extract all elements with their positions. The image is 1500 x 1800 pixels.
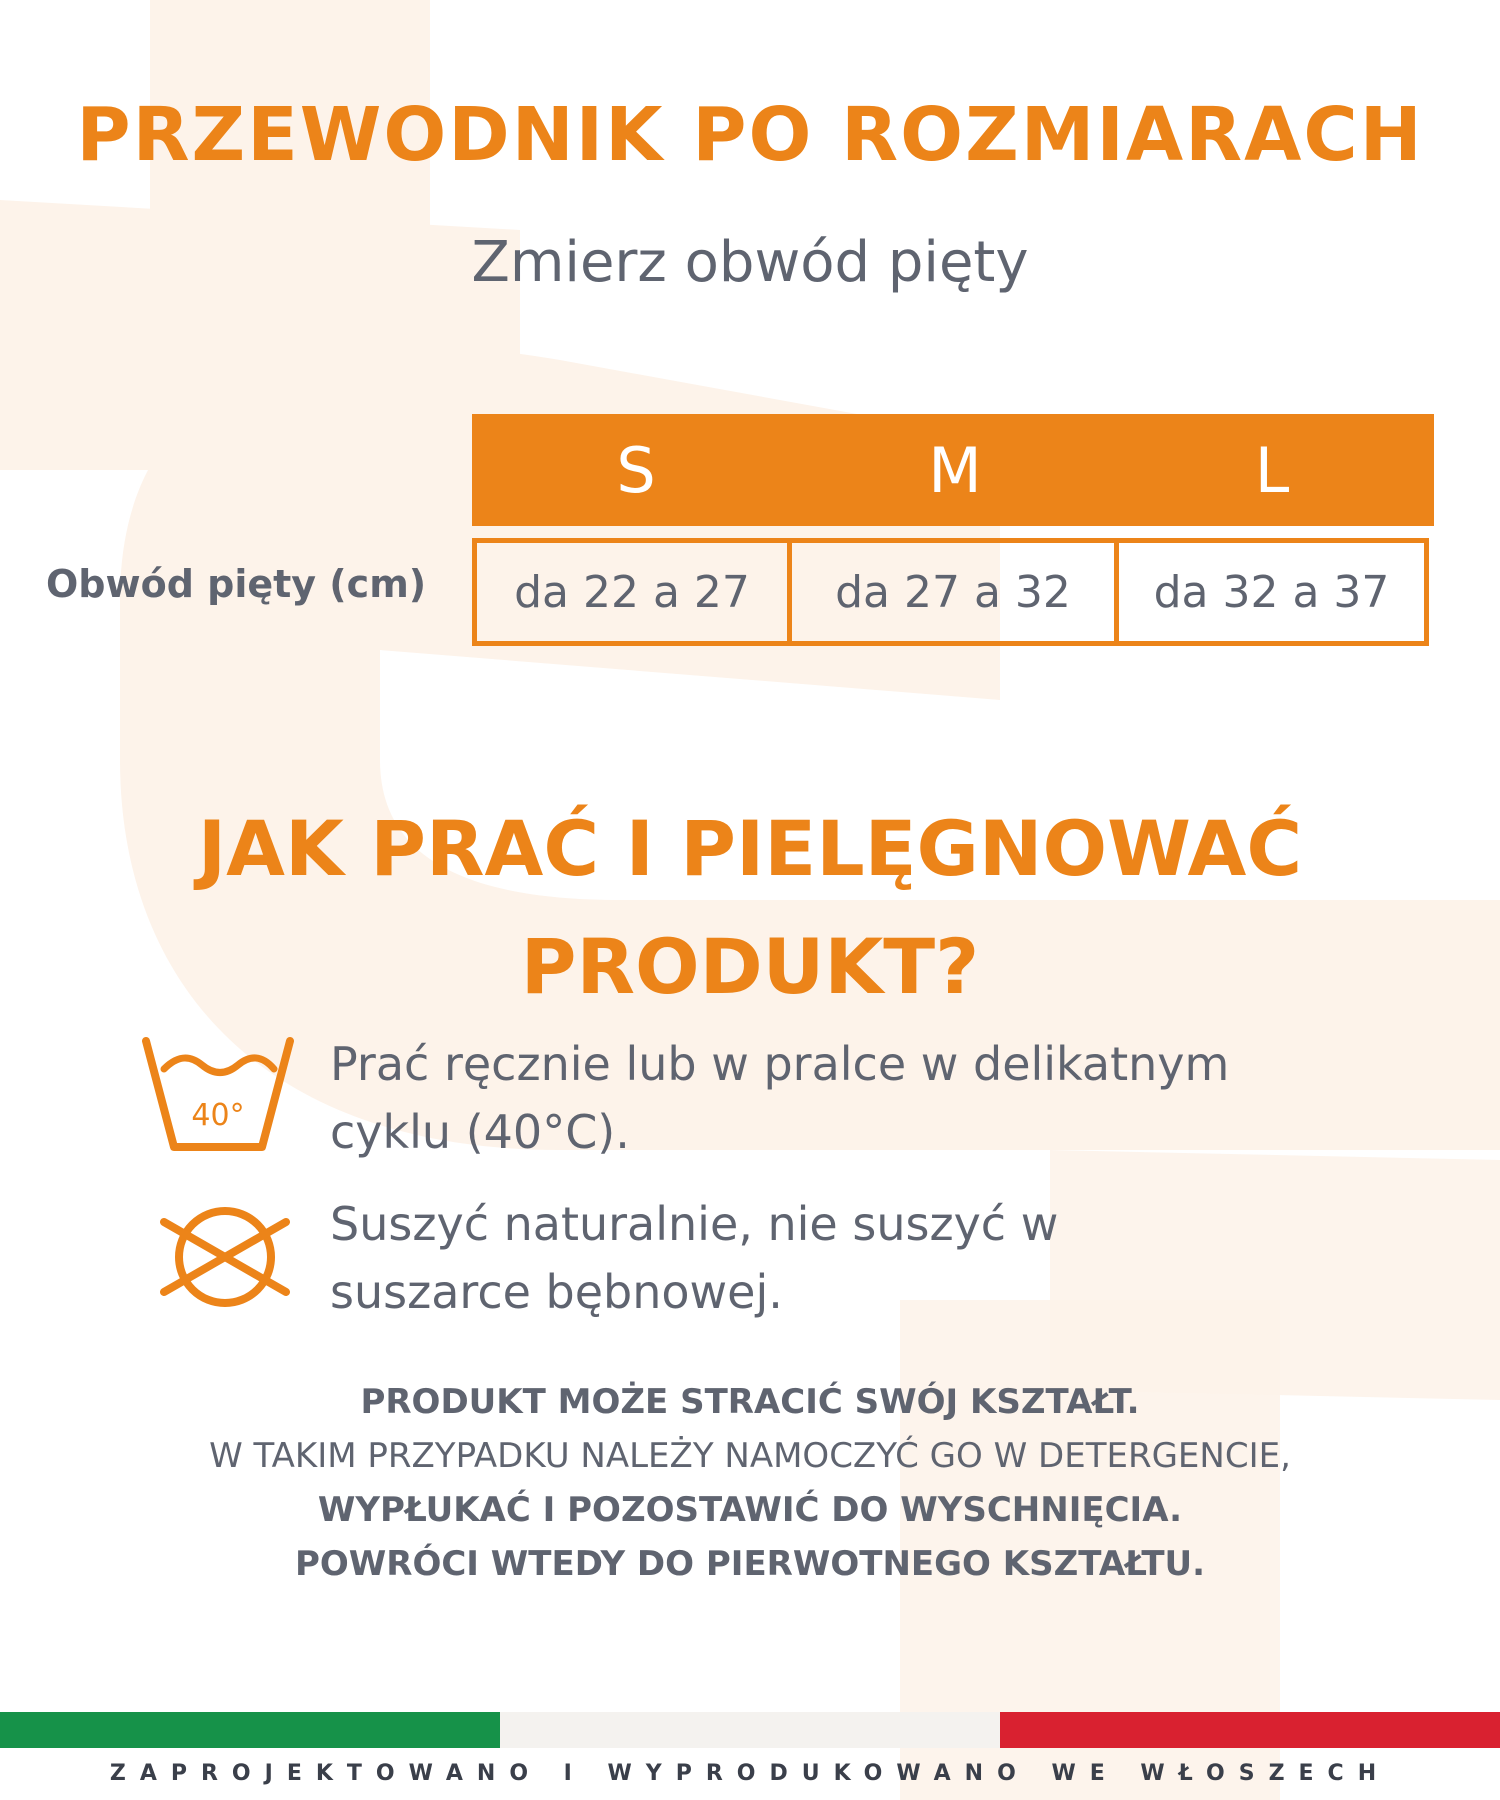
- care-text-dry-line2: suszarce bębnowej.: [330, 1265, 783, 1319]
- note-line1: PRODUKT MOŻE STRACIĆ SWÓJ KSZTAŁT.: [360, 1382, 1140, 1422]
- size-header-s: S: [616, 433, 656, 507]
- care-text-wash-line1: Prać ręcznie lub w pralce w delikatnym: [330, 1037, 1230, 1091]
- note-line4: POWRÓCI WTEDY DO PIERWOTNEGO KSZTAŁTU.: [294, 1544, 1206, 1584]
- size-table-header: [472, 414, 1434, 526]
- page-subtitle: Zmierz obwód pięty: [471, 230, 1029, 295]
- care-notes: [0, 1375, 1500, 1591]
- care-text-dry-line1: Suszyć naturalnie, nie suszyć w: [330, 1197, 1059, 1251]
- italian-flag-stripe: [0, 1712, 1500, 1748]
- care-text-wash: [330, 1030, 1330, 1166]
- wash-40-icon: [140, 1035, 296, 1153]
- care-section-title: [0, 790, 1500, 1026]
- size-table-row: [472, 538, 1434, 646]
- size-header-m: M: [928, 433, 982, 507]
- size-value-l: da 32 a 37: [1114, 538, 1429, 646]
- size-value-s: da 22 a 27: [472, 538, 792, 646]
- care-title-line2: PRODUKT?: [520, 922, 980, 1011]
- size-header-l: L: [1254, 433, 1290, 507]
- size-row-label: Obwód pięty (cm): [46, 562, 427, 606]
- made-in-italy-footer: ZAPROJEKTOWANO I WYPRODUKOWANO WE WŁOSZECH: [109, 1761, 1391, 1786]
- flag-red: [1000, 1712, 1500, 1748]
- care-text-dry: [330, 1190, 1330, 1326]
- note-line2: W TAKIM PRZYPADKU NALEŻY NAMOCZYĆ GO W DETERGENCIE,: [209, 1436, 1291, 1476]
- flag-green: [0, 1712, 500, 1748]
- wash-temp-label: 40°: [191, 1098, 245, 1133]
- no-tumble-dry-icon: [158, 1202, 292, 1312]
- care-title-line1: JAK PRAĆ I PIELĘGNOWAĆ: [197, 804, 1303, 893]
- care-text-wash-line2: cyklu (40°C).: [330, 1105, 630, 1159]
- page-title: PRZEWODNIK PO ROZMIARACH: [76, 92, 1424, 178]
- note-line3: WYPŁUKAĆ I POZOSTAWIĆ DO WYSCHNIĘCIA.: [317, 1490, 1183, 1530]
- flag-white: [500, 1712, 1000, 1748]
- size-value-m: da 27 a 32: [787, 538, 1119, 646]
